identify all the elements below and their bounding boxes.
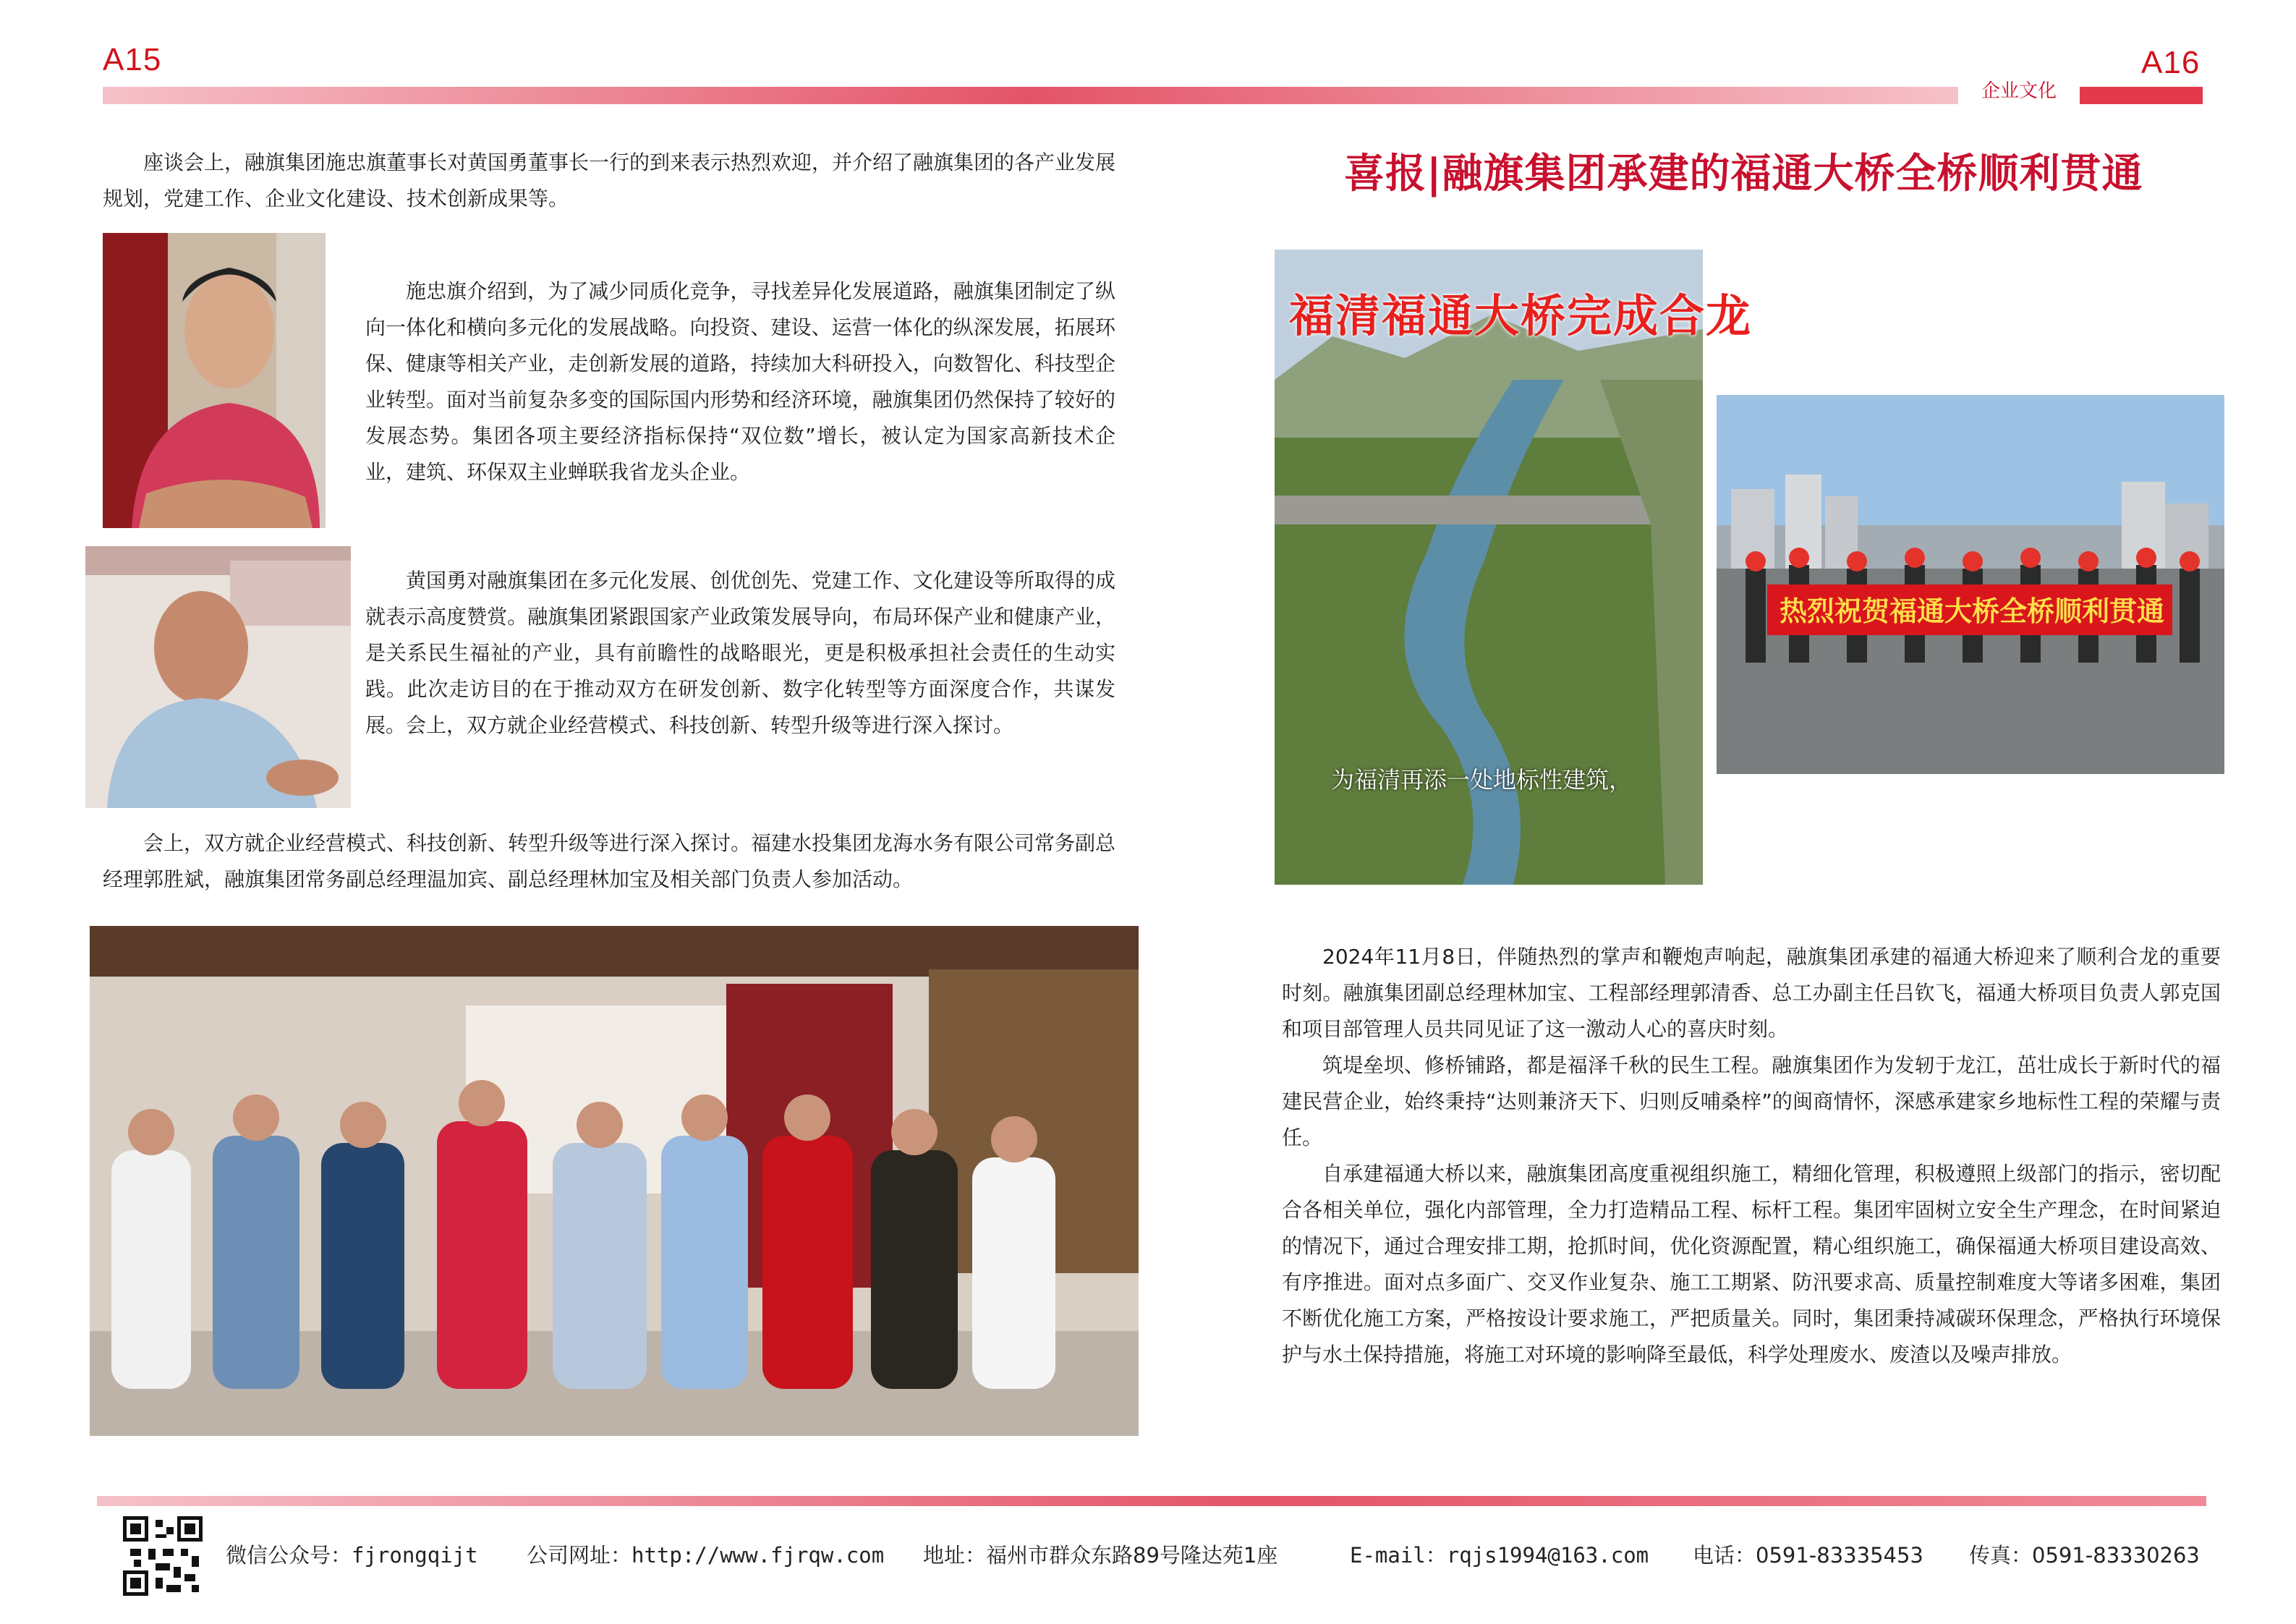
group-photo	[90, 926, 1139, 1436]
aerial-photo-title: 福清福通大桥完成合龙	[1289, 289, 1753, 342]
left-paragraph-2: 施忠旗介绍到，为了减少同质化竞争，寻找差异化发展道路，融旗集团制定了纵向一体化和横向多元化的发展战略。向投资、建设、运营一体化的纵深发展，拓展环保、健康等相关产业，走创新发展的道路，持续加大科研投入，向数智化、科技型企业转型。面对当前复杂多变的国际国内形势和经济环境，融旗集团仍然保持了较好的发展态势。集团各项主要经济指标保持“双位数”增长，被认定为国家高新技术企业，建筑、环保双主业蝉联我省龙头企业。	[365, 279, 1115, 484]
right-paragraph-3: 自承建福通大桥以来，融旗集团高度重视组织施工，精细化管理，积极遵照上级部门的指示，密切配合各相关单位，强化内部管理，全力打造精品工程、标杆工程。集团牢固树立安全生产理念，在时间紧迫的情况下，通过合理安排工期，抢抓时间，优化资源配置，精心组织施工，确保福通大桥项目建设高效、有序推进。面对点多面广、交叉作业复杂、施工工期紧、防汛要求高、质量控制难度大等诸多困难，集团不断优化施工方案，严格按设计要求施工，严把质量关。同时，集团秉持减碳环保理念，严格执行环境保护与水土保持措施，将施工对环境的影响降至最低，科学处理废水、废渣以及噪声排放。	[1282, 1162, 2221, 1366]
celebration-banner-text: 热烈祝贺福通大桥全桥顺利贯通	[1779, 595, 2164, 627]
portrait-huang-guoyong-photo	[85, 546, 351, 808]
portrait-huang-guoyong	[85, 546, 351, 808]
footer-website[interactable]: 公司网址：http://www.fjrqw.com	[527, 1543, 885, 1568]
footer-email[interactable]: E-mail：rqjs1994@163.com	[1350, 1543, 1649, 1568]
portrait-shi-zhongqi	[103, 233, 326, 528]
footer-wechat: 微信公众号：fjrongqijt	[226, 1543, 478, 1568]
celebration-image	[1717, 395, 2224, 774]
header-left-bar	[103, 87, 1958, 104]
right-paragraph-1: 2024年11月8日，伴随热烈的掌声和鞭炮声响起，融旗集团承建的福通大桥迎来了顺利合龙的重要时刻。融旗集团副总经理林加宝、工程部经理郭清香、总工办副主任吕钦飞，福通大桥项目负责人郭克国和项目部管理人员共同见证了这一激动人心的喜庆时刻。	[1282, 945, 2221, 1041]
right-page-number: A16	[2141, 45, 2201, 80]
right-paragraph-2: 筑堤垒坝、修桥铺路，都是福泽千秋的民生工程。融旗集团作为发轫于龙江，茁壮成长于新时代的福建民营企业，始终秉持“达则兼济天下、归则反哺桑梓”的闽商情怀，深感承建家乡地标性工程的荣耀与责任。	[1282, 1053, 2221, 1149]
left-paragraph-1: 座谈会上，融旗集团施忠旗董事长对黄国勇董事长一行的到来表示热烈欢迎，并介绍了融旗集团的各产业发展规划，党建工作、企业文化建设、技术创新成果等。	[103, 150, 1116, 211]
aerial-bridge-photo	[1275, 250, 1753, 885]
footer-fax: 传真：0591-83330263	[1969, 1543, 2200, 1568]
portrait-shi-zhongqi-photo	[103, 233, 326, 528]
aerial-photo-caption: 为福清再添一处地标性建筑，	[1331, 766, 1633, 794]
left-page-number: A15	[103, 42, 162, 77]
qr-code-graphic	[123, 1516, 203, 1596]
footer-bar	[97, 1496, 2206, 1506]
header-right-bar	[2080, 87, 2203, 104]
footer-address: 地址：福州市群众东路89号隆达苑1座	[923, 1543, 1278, 1568]
group-photo-image	[90, 926, 1139, 1436]
left-paragraph-3: 黄国勇对融旗集团在多元化发展、创优创先、党建工作、文化建设等所取得的成就表示高度赞赏。融旗集团紧跟国家产业政策发展导向，布局环保产业和健康产业，是关系民生福祉的产业，具有前瞻性的战略眼光，更是积极承担社会责任的生动实践。此次走访目的在于推动双方在研发创新、数字化转型等方面深度合作，共谋发展。会上，双方就企业经营模式、科技创新、转型升级等进行深入探讨。	[365, 569, 1115, 737]
section-tag: 企业文化	[1981, 80, 2057, 102]
celebration-photo	[1717, 395, 2224, 774]
right-headline: 喜报|融旗集团承建的福通大桥全桥顺利贯通	[1344, 150, 2143, 197]
qr-code-icon	[123, 1516, 203, 1596]
footer-phone: 电话：0591-83335453	[1693, 1543, 1923, 1568]
section-tag-box	[1958, 72, 2080, 116]
left-paragraph-4: 会上，双方就企业经营模式、科技创新、转型升级等进行深入探讨。福建水投集团龙海水务有限公司常务副总经理郭胜斌，融旗集团常务副总经理温加宾、副总经理林加宝及相关部门负责人参加活动。	[103, 831, 1116, 891]
